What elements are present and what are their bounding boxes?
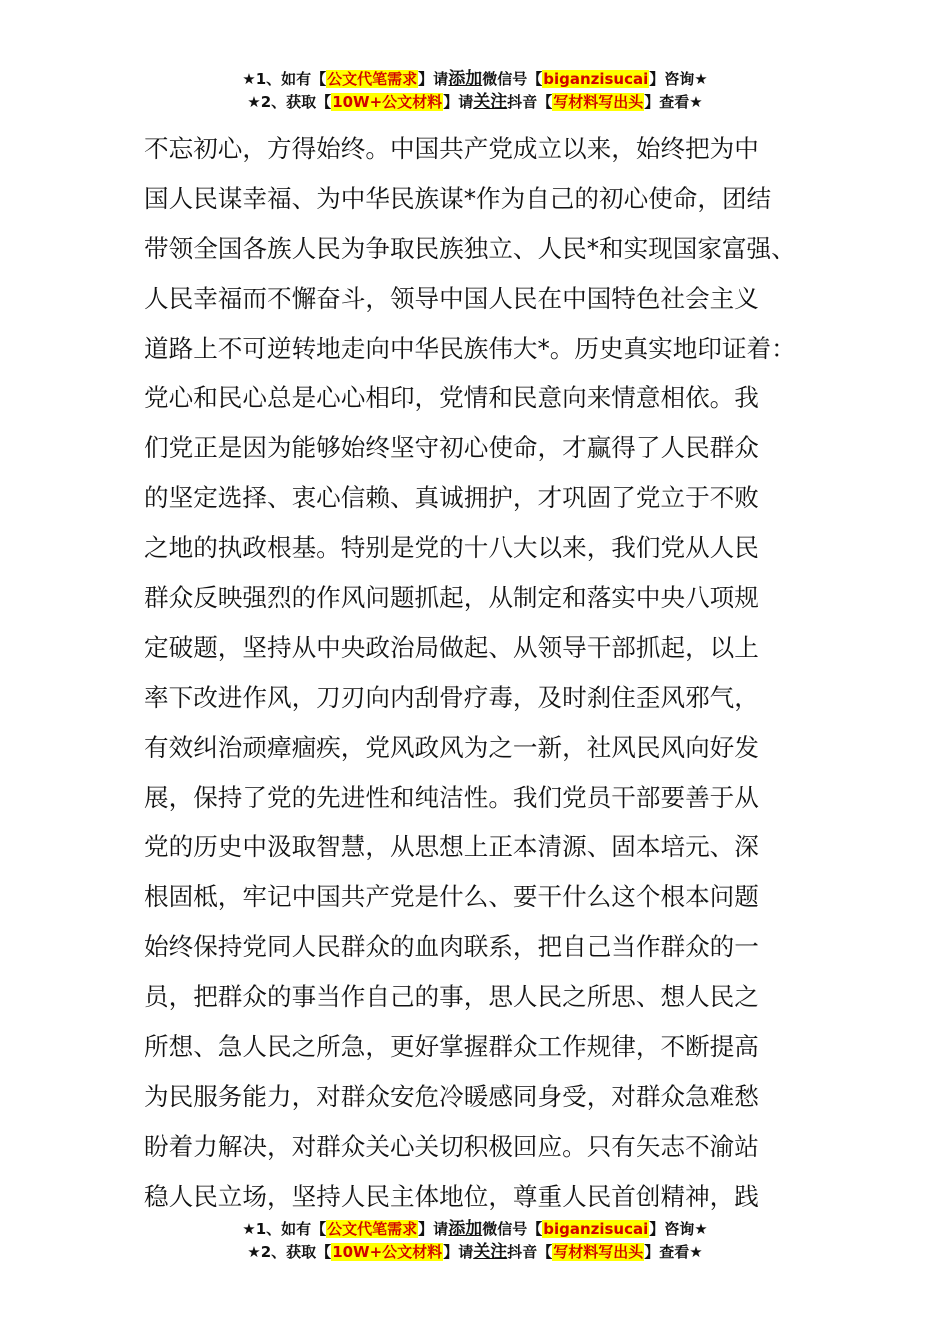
body-line: 带领全国各族人民为争取民族独立、人民*和实现国家富强、	[144, 233, 796, 263]
highlight-materials: 10W+公文材料	[332, 1243, 443, 1261]
body-line: 党心和民心总是心心相印，党情和民意向来情意相依。我	[144, 383, 759, 413]
highlight-wechat-id: biganzisucai	[543, 1220, 649, 1238]
body-line: 道路上不可逆转地走向中华民族伟大*。历史真实地印证着：	[144, 333, 796, 363]
underlined-text: 关注	[473, 92, 508, 112]
body-line: 率下改进作风，刀刃向内刮骨疗毒，及时刹住歪风邪气，	[144, 682, 759, 712]
body-line: 不忘初心，方得始终。中国共产党成立以来，始终把为中	[144, 134, 759, 163]
header-banner	[0, 68, 950, 114]
highlight-douyin-account: 写材料写出头	[553, 1243, 644, 1261]
header-line-1	[0, 68, 950, 91]
footer-line-2	[0, 1241, 950, 1264]
body-line: 稳人民立场，坚持人民主体地位，尊重人民首创精神，践	[144, 1181, 759, 1211]
body-line: 有效纠治顽瘴痼疾，党风政风为之一新，社风民风向好发	[144, 732, 759, 762]
header-line-2	[0, 91, 950, 114]
banner-text: 微信号【	[482, 1220, 543, 1238]
body-line: 群众反映强烈的作风问题抓起，从制定和落实中央八项规	[144, 583, 759, 613]
banner-text: ★1、如有【	[242, 70, 327, 88]
body-line: 们党正是因为能够始终坚守初心使命，才赢得了人民群众	[144, 433, 759, 463]
highlight-ghostwriting: 公文代笔需求	[327, 70, 418, 88]
banner-text: ★2、获取【	[247, 1243, 332, 1261]
body-line: 始终保持党同人民群众的血肉联系，把自己当作群众的一	[144, 932, 759, 962]
banner-text: 】咨询★	[649, 70, 708, 88]
banner-text: 抖音【	[507, 93, 553, 111]
banner-text: 】请	[418, 70, 449, 88]
underlined-text: 添加	[448, 1219, 483, 1239]
underlined-text: 添加	[448, 69, 483, 89]
body-line: 定破题，坚持从中央政治局做起、从领导干部抓起，以上	[144, 632, 759, 662]
footer-banner	[0, 1218, 950, 1264]
banner-text: 】查看★	[644, 1243, 703, 1261]
body-line: 展，保持了党的先进性和纯洁性。我们党员干部要善于从	[144, 782, 759, 812]
body-line: 之地的执政根基。特别是党的十八大以来，我们党从人民	[144, 533, 759, 563]
footer-line-1	[0, 1218, 950, 1241]
banner-text: 】请	[418, 1220, 449, 1238]
highlight-douyin-account: 写材料写出头	[553, 93, 644, 111]
banner-text: 微信号【	[482, 70, 543, 88]
body-line: 国人民谋幸福、为中华民族谋*作为自己的初心使命，团结	[144, 183, 772, 213]
banner-text: 】请	[443, 1243, 474, 1261]
underlined-text: 关注	[473, 1242, 508, 1262]
banner-text: ★1、如有【	[242, 1220, 327, 1238]
highlight-ghostwriting: 公文代笔需求	[327, 1220, 418, 1238]
banner-text: 抖音【	[507, 1243, 553, 1261]
body-line: 所想、急人民之所急，更好掌握群众工作规律，不断提高	[144, 1032, 759, 1062]
banner-text: 】咨询★	[649, 1220, 708, 1238]
highlight-materials: 10W+公文材料	[332, 93, 443, 111]
body-line: 根固柢，牢记中国共产党是什么、要干什么这个根本问题	[144, 882, 759, 912]
body-line: 人民幸福而不懈奋斗，领导中国人民在中国特色社会主义	[144, 283, 759, 313]
body-line: 盼着力解决，对群众关心关切积极回应。只有矢志不渝站	[144, 1131, 759, 1161]
banner-text: ★2、获取【	[247, 93, 332, 111]
banner-text: 】查看★	[644, 93, 703, 111]
body-line: 的坚定选择、衷心信赖、真诚拥护，才巩固了党立于不败	[144, 483, 759, 513]
body-line: 党的历史中汲取智慧，从思想上正本清源、固本培元、深	[144, 832, 759, 862]
body-line: 为民服务能力，对群众安危冷暖感同身受，对群众急难愁	[144, 1081, 759, 1111]
body-line: 员，把群众的事当作自己的事，思人民之所思、想人民之	[144, 982, 759, 1012]
highlight-wechat-id: biganzisucai	[543, 70, 649, 88]
document-body	[144, 124, 834, 1222]
banner-text: 】请	[443, 93, 474, 111]
